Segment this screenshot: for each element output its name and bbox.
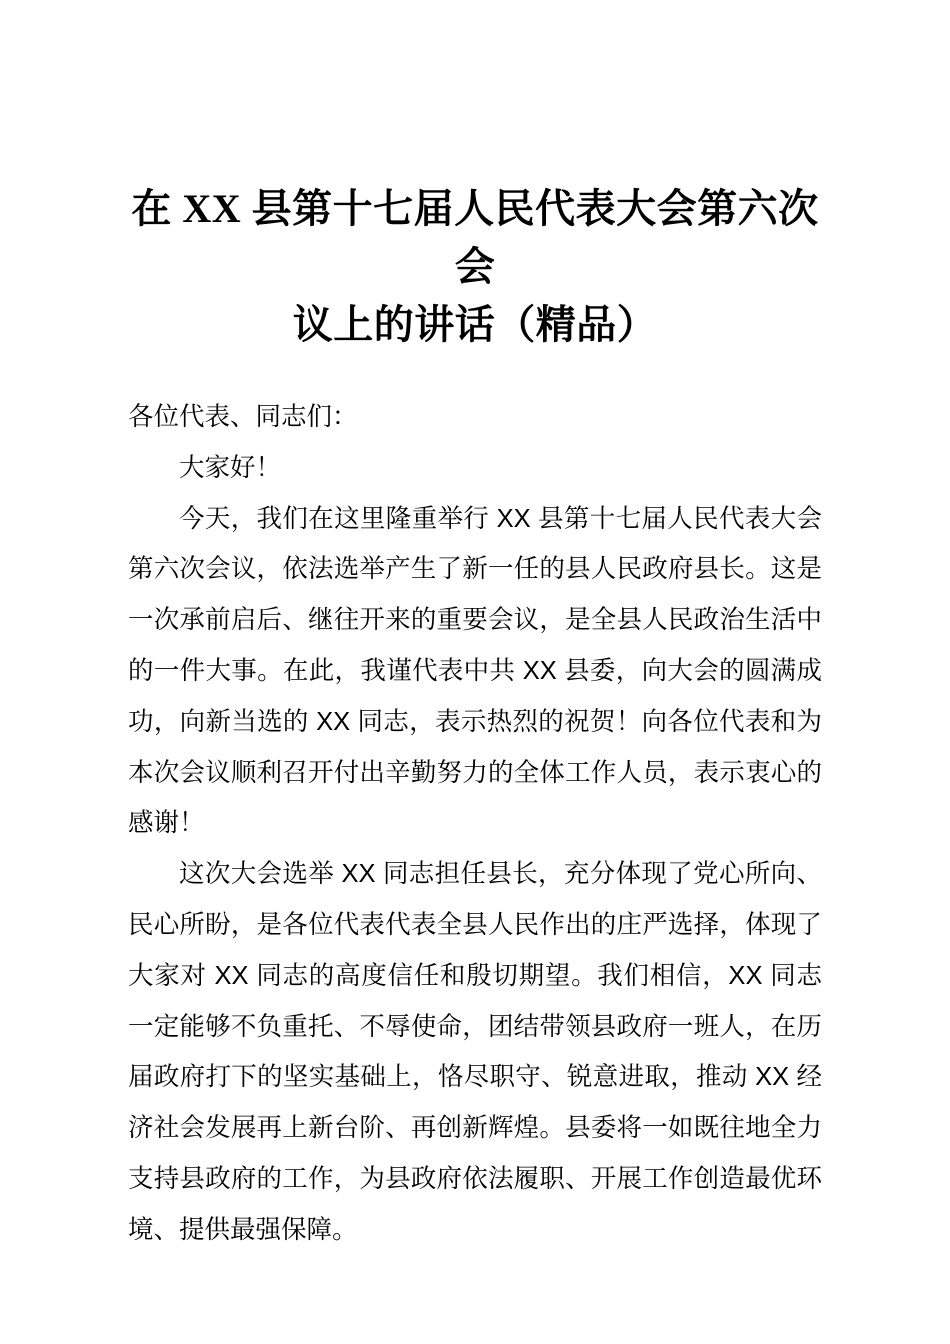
paragraph-greeting: 大家好！ bbox=[179, 453, 282, 482]
document-title-line-1: 在 XX 县第十七届人民代表大会第六次会 bbox=[131, 186, 819, 289]
paragraph-body-1: 今天，我们在这里隆重举行 XX 县第十七届人民代表大会第六次会议，依法选举产生了新一任的县人民政府县长。这是一次承前启后、继往开来的重要会议，是全县人民政治生活中的一件大事。在此，我谨代表中共 XX 县委，向大会的圆满成功，向新当选的 XX 同志，表示热烈的祝贺！向各位代表和为本次会议顺利召开付出辛勤努力的全体工作人员，表示衷心的感谢！ bbox=[128, 504, 822, 838]
paragraph-body-2: 这次大会选举 XX 同志担任县长，充分体现了党心所向、民心所盼，是各位代表代表全县人民作出的庄严选择，体现了大家对 XX 同志的高度信任和殷切期望。我们相信，XX 同志一定能够不负重托、不辱使命，团结带领县政府一班人，在历届政府打下的坚实基础上，恪尽职守、锐意进取，推动 XX 经济社会发展再上新台阶、再创新辉煌。县委将一如既往地全力支持县政府的工作，为县政府依法履职、开展工作创造最优环境、提供最强保障。 bbox=[128, 860, 822, 1244]
document-body bbox=[128, 392, 822, 1256]
paragraph-salutation: 各位代表、同志们： bbox=[128, 403, 358, 431]
document-title bbox=[128, 180, 822, 354]
document-title-line-2: 议上的讲话（精品） bbox=[292, 302, 658, 347]
